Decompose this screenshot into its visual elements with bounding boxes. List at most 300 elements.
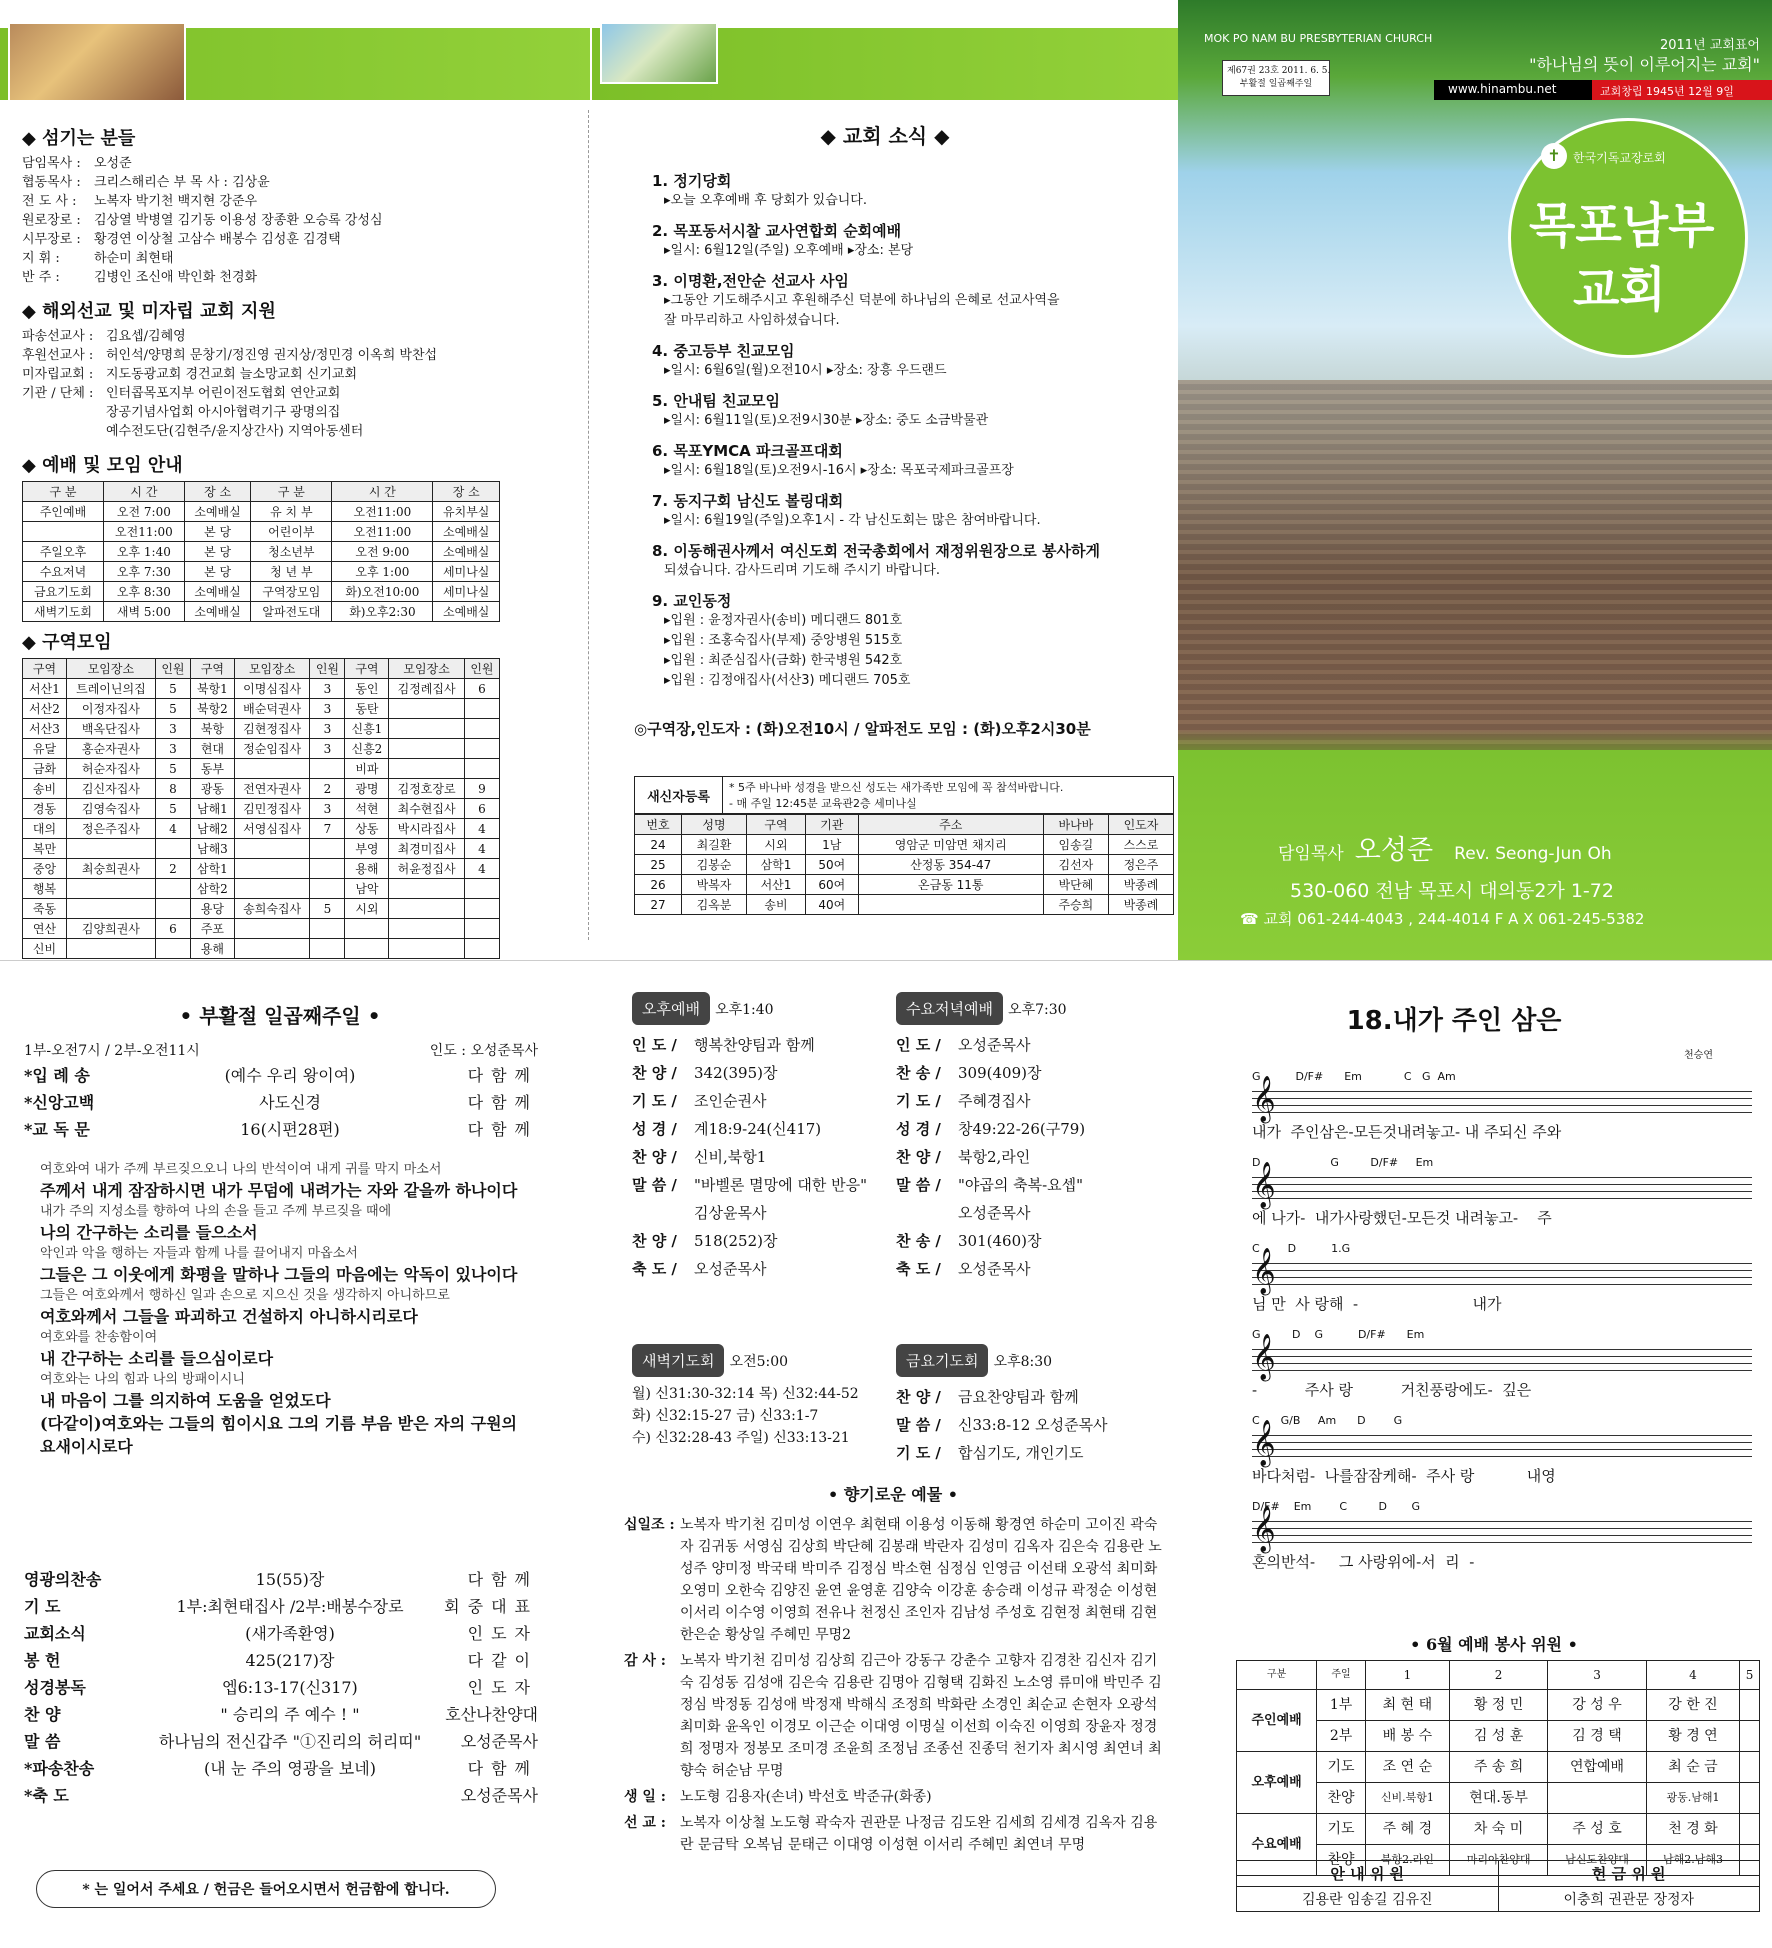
duty-week-header: 1 bbox=[1365, 1661, 1449, 1690]
service-row-label: 찬 양 / bbox=[896, 1388, 941, 1406]
table-cell: 오전 7:00 bbox=[104, 502, 185, 522]
table-cell: 주인예배 bbox=[23, 502, 104, 522]
table-cell: 광동 bbox=[190, 779, 234, 799]
table-row bbox=[635, 895, 1174, 915]
order-item-detail: (새가족환영) bbox=[245, 1624, 335, 1643]
news-item bbox=[652, 390, 1172, 431]
order-item-person: 인도자 bbox=[467, 1678, 538, 1697]
order-item-detail: 16(시편28편) bbox=[240, 1120, 340, 1139]
service-row bbox=[896, 1227, 1166, 1255]
table-cell: 3 bbox=[310, 739, 345, 759]
table-cell: 삼학1 bbox=[190, 859, 234, 879]
service-row-label: 인 도 / bbox=[632, 1036, 677, 1054]
table-cell: 3 bbox=[310, 699, 345, 719]
table-cell bbox=[66, 879, 155, 899]
duty-cell: 주 혜 경 bbox=[1365, 1814, 1449, 1845]
table-cell: 박종례 bbox=[1108, 895, 1173, 915]
newcomer-note-1: * 5주 바나바 성경을 받으신 성도는 새가족반 모임에 꼭 참석바랍니다. bbox=[729, 781, 1064, 794]
info-row bbox=[22, 192, 582, 211]
cover-phone: ☎ 교회 061-244-4043 , 244-4014 F A X 061-245-5382 bbox=[1240, 910, 1645, 928]
table-cell: 2 bbox=[310, 779, 345, 799]
news-item-line: ▸그동안 기도해주시고 후원해주신 덕분에 하나님의 은혜로 선교사역을 bbox=[664, 293, 1060, 308]
cover-issue-box bbox=[1222, 60, 1330, 96]
order-item-name: 봉 헌 bbox=[24, 1651, 61, 1670]
cover-url[interactable]: www.hinambu.net bbox=[1434, 80, 1592, 100]
table-header-cell: 번호 bbox=[635, 815, 682, 835]
reading-leader: 여호와를 찬송함이여 bbox=[40, 1330, 158, 1345]
dawn-reading: 화) 신32:15-27 금) 신33:1-7 bbox=[632, 1408, 819, 1424]
table-cell: 유 치 부 bbox=[251, 502, 332, 522]
hymn-chords: C G/B Am D G bbox=[1252, 1414, 1403, 1427]
order-item-name: 성경봉독 bbox=[24, 1678, 86, 1697]
cover-url-bar bbox=[1434, 80, 1772, 100]
table-cell: 5 bbox=[310, 899, 345, 919]
duty-cell: 최 순 금 bbox=[1646, 1752, 1739, 1783]
duty-week-header: 4 bbox=[1646, 1661, 1739, 1690]
service-row bbox=[632, 1255, 892, 1283]
table-cell bbox=[310, 939, 345, 959]
news-item-line: ▸오늘 오후예배 후 당회가 있습니다. bbox=[664, 193, 867, 208]
panel-hymn bbox=[1224, 966, 1772, 1948]
cover-address: 530-060 전남 목포시 대의동2가 1-72 bbox=[1290, 880, 1614, 902]
table-cell: 3 bbox=[155, 719, 190, 739]
table-cell: 본 당 bbox=[184, 562, 251, 582]
cover-denomination: 한국기독교장로회 bbox=[1573, 151, 1666, 165]
service-row bbox=[632, 1115, 892, 1143]
table-cell: 소예배실 bbox=[184, 502, 251, 522]
order-item-detail: (예수 우리 왕이여) bbox=[224, 1066, 356, 1085]
news-item-line: 잘 마무리하고 사임하셨습니다. bbox=[664, 313, 840, 328]
table-cell bbox=[66, 899, 155, 919]
order-item-name: *축 도 bbox=[24, 1786, 69, 1805]
table-cell bbox=[389, 939, 464, 959]
order-item-detail: 1부:최현태집사 /2부:배봉수장로 bbox=[176, 1597, 404, 1616]
hymn-chords: D G D/F# Em bbox=[1252, 1156, 1434, 1169]
table-cell: 현대 bbox=[190, 739, 234, 759]
info-label: 반 주 : bbox=[22, 270, 60, 285]
news-item-line: ▸입원 : 김정애집사(서산3) 메디랜드 705호 bbox=[664, 673, 911, 688]
table-cell: 새벽 5:00 bbox=[104, 602, 185, 622]
table-cell: 9 bbox=[464, 779, 499, 799]
friday-prayer-list bbox=[896, 1383, 1166, 1467]
service-row-label: 찬 양 / bbox=[896, 1148, 941, 1166]
table-cell: 소예배실 bbox=[184, 602, 251, 622]
table-cell: 행복 bbox=[23, 879, 67, 899]
table-cell: 박종례 bbox=[1108, 875, 1173, 895]
table-cell: 5 bbox=[155, 799, 190, 819]
reading-response: 나의 간구하는 소리를 들으소서 bbox=[40, 1223, 258, 1242]
table-cell bbox=[464, 939, 499, 959]
offering-group-names: 노복자 박기천 김미성 김상희 김근아 강동구 강춘수 고향자 김경찬 김신자 김기숙 김성동 김성애 김은숙 김용란 김명아 김형택 김화진 노소영 류미애 박민주 김정심 박정동 김성애 박정재 박해식 조정희 박화란 소경인 최순교 손현자 오광석 최미화 윤옥인 이경모 이근순 이대영 이명실 이선희 이숙진 이영희 장윤자 정경희 정명자 정봉모 조미경 조윤희 조정님 조종선 진종덕 천기자 최시영 최연녀 최향숙 허순남 무명 bbox=[680, 1653, 1162, 1779]
table-cell: 8 bbox=[155, 779, 190, 799]
reading-leader: 그들은 여호와께서 행하신 일과 손으로 지으신 것을 생각하지 아니하므로 bbox=[40, 1288, 450, 1303]
info-value: 예수전도단(김현주/윤지상간사) 지역아동센터 bbox=[106, 424, 364, 439]
service-row-label: 말 씀 / bbox=[632, 1176, 677, 1194]
table-cell: 광명 bbox=[345, 779, 389, 799]
order-list-1 bbox=[24, 1062, 538, 1143]
table-cell bbox=[464, 759, 499, 779]
table-cell: 소예배실 bbox=[433, 602, 500, 622]
table-cell: 신비 bbox=[23, 939, 67, 959]
newcomer-box bbox=[634, 776, 1174, 915]
table-cell: 서산1 bbox=[747, 875, 806, 895]
table-cell: 상동 bbox=[345, 819, 389, 839]
duty-sub: 기도 bbox=[1317, 1752, 1366, 1783]
table-header-cell: 바나바 bbox=[1043, 815, 1108, 835]
table-cell: 북항1 bbox=[190, 679, 234, 699]
children-photo bbox=[600, 22, 718, 84]
cover-issue-sub: 부활절 일곱째주일 bbox=[1239, 79, 1313, 89]
news-item bbox=[652, 540, 1172, 581]
duty-cell: 연합예배 bbox=[1548, 1752, 1646, 1783]
table-cell: 3 bbox=[310, 799, 345, 819]
order-note: * 는 일어서 주세요 / 헌금은 들어오시면서 헌금함에 합니다. bbox=[36, 1870, 496, 1908]
table-cell bbox=[389, 719, 464, 739]
cover-founded: 교회창립 1945년 12월 9일 bbox=[1592, 80, 1772, 100]
news-item-line: ▸일시: 6월11일(토)오전9시30분 ▸장소: 중도 소금박물관 bbox=[664, 413, 989, 428]
table-cell: 용당 bbox=[190, 899, 234, 919]
order-item-detail: 사도신경 bbox=[259, 1093, 321, 1112]
table-cell: 김현정집사 bbox=[234, 719, 309, 739]
hymn-lyric: - 주사 랑 거친풍랑에도- 깊은 bbox=[1252, 1381, 1532, 1399]
table-cell: 금요기도회 bbox=[23, 582, 104, 602]
table-cell: 김선자 bbox=[1043, 855, 1108, 875]
worship-section-title: ◆ 예배 및 모임 안내 bbox=[22, 455, 183, 476]
treble-clef-icon: 𝄞 bbox=[1252, 1162, 1276, 1208]
table-cell: 김신자집사 bbox=[66, 779, 155, 799]
info-row bbox=[22, 268, 582, 287]
treble-clef-icon: 𝄞 bbox=[1252, 1248, 1276, 1294]
table-cell: 김옥분 bbox=[681, 895, 746, 915]
service-row-value: 오성준목사 bbox=[958, 1036, 1031, 1054]
table-header-cell: 장 소 bbox=[433, 482, 500, 502]
hymn-line bbox=[1252, 1414, 1752, 1486]
info-row bbox=[22, 403, 582, 422]
info-row bbox=[22, 422, 582, 441]
duty-cell: 남신도찬양대 bbox=[1548, 1845, 1646, 1876]
table-cell: 이명심집사 bbox=[234, 679, 309, 699]
duty-group: 수요예배 bbox=[1237, 1814, 1317, 1876]
news-item-title: 1. 정기당회 bbox=[652, 172, 732, 190]
duty-header-cell: 주일 bbox=[1317, 1661, 1366, 1690]
table-cell: 40여 bbox=[805, 895, 858, 915]
order-item-person: 오성준목사 bbox=[460, 1732, 538, 1751]
table-cell bbox=[234, 839, 309, 859]
info-label: 파송선교사 : bbox=[22, 329, 94, 344]
table-cell: 부영 bbox=[345, 839, 389, 859]
service-row-value: 금요찬양팀과 함께 bbox=[958, 1388, 1079, 1406]
news-item bbox=[652, 270, 1172, 331]
offering-group bbox=[624, 1812, 1164, 1856]
duty-cell: 최 현 태 bbox=[1365, 1690, 1449, 1721]
order-row bbox=[24, 1593, 538, 1620]
duty-cell: 황 경 연 bbox=[1646, 1721, 1739, 1752]
service-row-value: 김상윤목사 bbox=[694, 1204, 767, 1222]
table-cell: 화)오후2:30 bbox=[332, 602, 433, 622]
duty-cell: 주 성 호 bbox=[1548, 1814, 1646, 1845]
wednesday-time: 오후7:30 bbox=[1008, 1002, 1067, 1018]
news-item bbox=[652, 220, 1172, 261]
table-cell: 오전11:00 bbox=[332, 502, 433, 522]
reading-response: 내 마음이 그를 의지하여 도움을 얻었도다 bbox=[40, 1391, 331, 1410]
info-value: 김병인 조신애 박인화 천경화 bbox=[94, 270, 258, 285]
service-row bbox=[632, 1059, 892, 1087]
table-row bbox=[23, 699, 500, 719]
table-cell: 본 당 bbox=[184, 542, 251, 562]
info-value: 인터콥목포지부 어린이전도협회 연안교회 bbox=[106, 386, 341, 401]
info-row bbox=[22, 249, 582, 268]
hymn-sheet bbox=[1252, 1070, 1752, 1586]
table-header-cell: 구 분 bbox=[23, 482, 104, 502]
afternoon-tag: 오후예배 bbox=[632, 992, 710, 1025]
service-row-value: 518(252)장 bbox=[694, 1232, 778, 1250]
offering-group-label: 십일조 : bbox=[624, 1517, 675, 1533]
table-cell: 대의 bbox=[23, 819, 67, 839]
hymn-lyric: 혼의반석- 그 사랑위에-서 리 - bbox=[1252, 1553, 1475, 1571]
table-cell bbox=[23, 522, 104, 542]
offering-group-label: 생 일 : bbox=[624, 1789, 666, 1805]
offering-group-names: 노복자 박기천 김미성 이연우 최현태 이용성 이동해 황경연 하순미 고이진 곽숙자 김귀동 서영심 김상희 박단혜 김봉래 박란자 김성미 김옥자 김은숙 김용란 노성주 양미정 박국태 박미주 김정심 박소현 심정심 인영금 이선태 오광석 최미화 오영미 오한숙 김양진 윤연 윤영훈 김양숙 이강훈 송승래 이성규 곽정순 이성현 이서리 이수영 이영희 전유나 천정신 조인자 김남성 주성호 김현정 최현태 김현 한은순 황상일 주혜민 무명2 bbox=[680, 1517, 1162, 1643]
table-cell: 알파전도대 bbox=[251, 602, 332, 622]
table-cell bbox=[858, 895, 1043, 915]
duty-cell: 김 경 택 bbox=[1548, 1721, 1646, 1752]
table-cell bbox=[389, 739, 464, 759]
service-row-label: 축 도 / bbox=[896, 1260, 941, 1278]
info-row bbox=[22, 327, 582, 346]
table-cell: 정은주 bbox=[1108, 855, 1173, 875]
order-item-person: 오성준목사 bbox=[460, 1786, 538, 1805]
duty-sub: 찬양 bbox=[1317, 1845, 1366, 1876]
cover-church-name-1: 목포남부 bbox=[1529, 198, 1715, 254]
table-row bbox=[23, 719, 500, 739]
table-row bbox=[23, 819, 500, 839]
table-cell: 서영심집사 bbox=[234, 819, 309, 839]
table-cell: 오후 1:40 bbox=[104, 542, 185, 562]
table-cell: 김봉순 bbox=[681, 855, 746, 875]
responsive-reading bbox=[40, 1160, 536, 1458]
staff-list bbox=[22, 154, 582, 287]
info-label: 전 도 사 : bbox=[22, 194, 77, 209]
news-item-title: 2. 목포동서시찰 교사연합회 순회예배 bbox=[652, 222, 902, 240]
duty-cell: 주 송 희 bbox=[1449, 1752, 1547, 1783]
table-row bbox=[635, 855, 1174, 875]
panel-divider bbox=[588, 110, 589, 940]
table-cell bbox=[345, 939, 389, 959]
table-cell bbox=[155, 899, 190, 919]
hymn-composer: 천승연 bbox=[1684, 1050, 1713, 1061]
table-cell: 청 년 부 bbox=[251, 562, 332, 582]
table-cell: 신흥2 bbox=[345, 739, 389, 759]
info-value: 김상열 박병열 김기동 이용성 장종환 오승록 강성심 bbox=[94, 213, 383, 228]
info-label: 기관 / 단체 : bbox=[22, 386, 94, 401]
info-label: 원로장로 : bbox=[22, 213, 81, 228]
table-row bbox=[23, 582, 500, 602]
table-cell: 3 bbox=[155, 739, 190, 759]
reading-response: 주께서 내게 잠잠하시면 내가 무덤에 내려가는 자와 같을까 하나이다 bbox=[40, 1181, 518, 1200]
service-row-label: 축 도 / bbox=[632, 1260, 677, 1278]
offering-group-names: 노도형 김용자(손녀) 박선호 박준규(화종) bbox=[680, 1789, 932, 1805]
district-meeting-table bbox=[22, 658, 500, 959]
order-row bbox=[24, 1755, 538, 1782]
table-cell: 허윤정집사 bbox=[389, 859, 464, 879]
table-cell: 임송길 bbox=[1043, 835, 1108, 855]
table-cell: 26 bbox=[635, 875, 682, 895]
table-cell: 유달 bbox=[23, 739, 67, 759]
order-item-name: 영광의찬송 bbox=[24, 1570, 102, 1589]
table-cell: 3 bbox=[310, 719, 345, 739]
dawn-reading: 월) 신31:30-32:14 목) 신32:44-52 bbox=[632, 1386, 859, 1402]
table-cell: 복만 bbox=[23, 839, 67, 859]
duty-cell: 북항2.라인 bbox=[1365, 1845, 1449, 1876]
news-item-title: 5. 안내팀 친교모임 bbox=[652, 392, 781, 410]
order-row bbox=[24, 1728, 538, 1755]
service-row bbox=[896, 1255, 1166, 1283]
staff-section-title: ◆ 섬기는 분들 bbox=[22, 128, 136, 149]
table-cell: 송희숙집사 bbox=[234, 899, 309, 919]
table-cell bbox=[464, 879, 499, 899]
dawn-prayer-list bbox=[632, 1383, 892, 1449]
table-cell bbox=[310, 879, 345, 899]
hymn-chords: D/F# Em C D G bbox=[1252, 1500, 1420, 1513]
table-cell: 김영숙집사 bbox=[66, 799, 155, 819]
offering-list bbox=[624, 1514, 1164, 1860]
service-row-value: 합심기도, 개인기도 bbox=[958, 1444, 1084, 1462]
duty-cell bbox=[1740, 1814, 1760, 1845]
news-item-line: ▸일시: 6월19일(주일)오후1시 - 각 남신도회는 많은 참여바랍니다. bbox=[664, 513, 1041, 528]
table-header-cell: 구역 bbox=[747, 815, 806, 835]
table-cell: 용해 bbox=[190, 939, 234, 959]
table-cell bbox=[310, 759, 345, 779]
order-item-person: 다같이 bbox=[467, 1651, 538, 1670]
table-cell: 27 bbox=[635, 895, 682, 915]
table-cell: 백옥단집사 bbox=[66, 719, 155, 739]
duty-cell: 황 정 민 bbox=[1449, 1690, 1547, 1721]
duty-title: • 6월 예배 봉사 위원 • bbox=[1410, 1635, 1578, 1654]
order-item-detail: 15(55)장 bbox=[255, 1570, 325, 1589]
service-row-value: 오성준목사 bbox=[694, 1260, 767, 1278]
table-cell bbox=[155, 879, 190, 899]
table-cell: 5 bbox=[155, 759, 190, 779]
table-cell: 남해3 bbox=[190, 839, 234, 859]
table-cell bbox=[389, 879, 464, 899]
table-cell: 김민정집사 bbox=[234, 799, 309, 819]
service-row-value: 신33:8-12 오성준목사 bbox=[958, 1416, 1108, 1434]
news-item bbox=[652, 170, 1172, 211]
service-row bbox=[632, 1171, 892, 1199]
order-item-person: 회중대표 bbox=[444, 1597, 538, 1616]
table-cell: 송비 bbox=[23, 779, 67, 799]
duty-sub: 기도 bbox=[1317, 1814, 1366, 1845]
table-cell: 오후 7:30 bbox=[104, 562, 185, 582]
table-cell: 김양희권사 bbox=[66, 919, 155, 939]
table-cell: 소예배실 bbox=[433, 542, 500, 562]
table-cell: 6 bbox=[464, 799, 499, 819]
duty-cell: 김 성 훈 bbox=[1449, 1721, 1547, 1752]
order-item-name: 교회소식 bbox=[24, 1624, 86, 1643]
service-row bbox=[896, 1087, 1166, 1115]
panel-services bbox=[608, 966, 1178, 1948]
table-cell: 석현 bbox=[345, 799, 389, 819]
table-header-cell: 성명 bbox=[681, 815, 746, 835]
service-row bbox=[632, 1143, 892, 1171]
duty-sub: 1부 bbox=[1317, 1690, 1366, 1721]
table-cell: 북항2 bbox=[190, 699, 234, 719]
hymn-line bbox=[1252, 1070, 1752, 1142]
service-row-label: 찬 송 / bbox=[896, 1232, 941, 1250]
table-cell: 시외 bbox=[345, 899, 389, 919]
info-value: 장공기념사업회 아시아협력기구 광명의집 bbox=[106, 405, 341, 420]
table-header-cell: 주소 bbox=[858, 815, 1043, 835]
service-row-label: 인 도 / bbox=[896, 1036, 941, 1054]
fold-line bbox=[0, 960, 1772, 961]
table-cell: 신흥1 bbox=[345, 719, 389, 739]
table-cell: 남악 bbox=[345, 879, 389, 899]
table-cell: 삼학2 bbox=[190, 879, 234, 899]
info-label: 담임목사 : bbox=[22, 156, 81, 171]
news-item-title: 7. 동지구회 남신도 볼링대회 bbox=[652, 492, 844, 510]
table-cell: 25 bbox=[635, 855, 682, 875]
service-row bbox=[632, 1087, 892, 1115]
order-item-name: *교 독 문 bbox=[24, 1120, 90, 1139]
table-cell: 최길환 bbox=[681, 835, 746, 855]
cover-church-en: MOK PO NAM BU PRESBYTERIAN CHURCH bbox=[1204, 32, 1433, 45]
table-cell: 6 bbox=[155, 919, 190, 939]
order-item-detail: 하나님의 전신갑주 "①진리의 허리띠" bbox=[158, 1732, 422, 1751]
duty-group: 오후예배 bbox=[1237, 1752, 1317, 1814]
duty-cell bbox=[1740, 1752, 1760, 1783]
table-cell: 화)오전10:00 bbox=[332, 582, 433, 602]
treble-clef-icon: 𝄞 bbox=[1252, 1076, 1276, 1122]
table-cell bbox=[389, 699, 464, 719]
reading-response: 그들은 그 이웃에게 화평을 말하나 그들의 마음에는 악독이 있나이다 bbox=[40, 1265, 518, 1284]
table-cell: 금화 bbox=[23, 759, 67, 779]
table-cell bbox=[234, 759, 309, 779]
table-cell: 주일오후 bbox=[23, 542, 104, 562]
table-cell bbox=[310, 839, 345, 859]
panel-order bbox=[0, 966, 590, 1948]
order-item-name: 말 씀 bbox=[24, 1732, 61, 1751]
info-row bbox=[22, 230, 582, 249]
news-footer: ◎구역장,인도자 : (화)오전10시 / 알파전도 모임 : (화)오후2시30분 bbox=[634, 720, 1091, 738]
service-row-label: 말 씀 / bbox=[896, 1416, 941, 1434]
table-header-cell: 모임장소 bbox=[234, 659, 309, 679]
order-list-2 bbox=[24, 1566, 538, 1809]
panel-news bbox=[592, 0, 1178, 960]
order-item-person: 다함께 bbox=[467, 1759, 538, 1778]
cover-theme: "하나님의 뜻이 이루어지는 교회" bbox=[1529, 55, 1760, 74]
worship-schedule-table bbox=[22, 481, 500, 622]
duty-cell bbox=[1740, 1783, 1760, 1814]
table-cell: 수요저녁 bbox=[23, 562, 104, 582]
reading-leader: 악인과 악을 행하는 자들과 함께 나를 끌어내지 마옵소서 bbox=[40, 1246, 358, 1261]
cover-pastor-label: 담임목사 bbox=[1278, 844, 1344, 864]
table-cell: 배순덕권사 bbox=[234, 699, 309, 719]
offering-staff-names: 이충희 권관문 장정자 bbox=[1563, 1892, 1695, 1908]
table-row bbox=[635, 835, 1174, 855]
news-title: ◆ 교회 소식 ◆ bbox=[820, 124, 950, 148]
table-header-cell: 구역 bbox=[190, 659, 234, 679]
table-cell: 소예배실 bbox=[184, 582, 251, 602]
table-cell: 산정동 354-47 bbox=[858, 855, 1043, 875]
table-cell: 송비 bbox=[747, 895, 806, 915]
table-cell bbox=[155, 839, 190, 859]
service-row bbox=[896, 1171, 1166, 1199]
table-header-cell: 인원 bbox=[310, 659, 345, 679]
table-row bbox=[23, 879, 500, 899]
news-item bbox=[652, 440, 1172, 481]
news-item-line: ▸일시: 6월6일(월)오전10시 ▸장소: 장흥 우드랜드 bbox=[664, 363, 947, 378]
service-row-value: 계18:9-24(신417) bbox=[694, 1120, 822, 1138]
